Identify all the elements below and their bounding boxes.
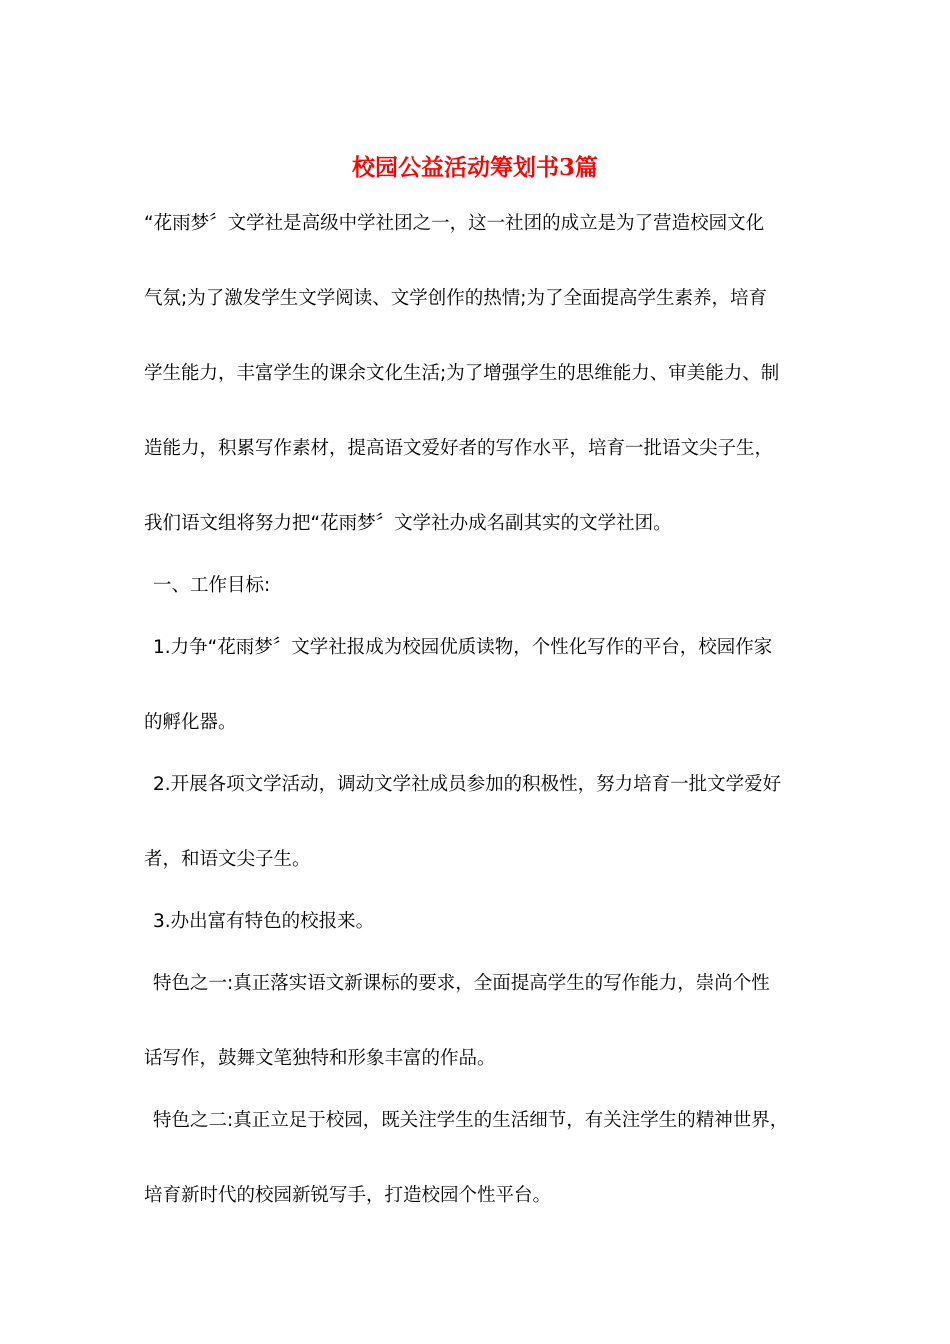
list-item-line: 1.力争“花雨梦〞文学社报成为校园优质读物，个性化写作的平台，校园作家: [153, 637, 773, 658]
list-item-line: 3.办出富有特色的校报来。: [153, 911, 375, 932]
section-heading: 一、工作目标:: [153, 575, 271, 596]
list-item-line: 2.开展各项文学活动，调动文学社成员参加的积极性，努力培育一批文学爱好: [153, 774, 782, 795]
feature-line: 特色之一:真正落实语文新课标的要求，全面提高学生的写作能力，崇尚个性: [153, 973, 770, 994]
feature-line: 特色之二:真正立足于校园，既关注学生的生活细节，有关注学生的精神世界，: [153, 1110, 789, 1131]
feature-line: 话写作，鼓舞文笔独特和形象丰富的作品。: [144, 1048, 496, 1069]
paragraph-line: 学生能力，丰富学生的课余文化生活;为了增强学生的思维能力、审美能力、制: [144, 363, 780, 384]
paragraph-line: 造能力，积累写作素材，提高语文爱好者的写作水平，培育一批语文尖子生，: [144, 438, 774, 459]
feature-line: 培育新时代的校园新锐写手，打造校园个性平台。: [144, 1185, 552, 1206]
paragraph-line: “花雨梦〞文学社是高级中学社团之一，这一社团的成立是为了营造校园文化: [144, 213, 765, 234]
list-item-line: 者，和语文尖子生。: [144, 849, 311, 870]
paragraph-line: 气氛;为了激发学生文学阅读、文学创作的热情;为了全面提高学生素养，培育: [144, 288, 767, 309]
document-title: 校园公益活动筹划书3篇: [351, 154, 598, 181]
paragraph-line: 我们语文组将努力把“花雨梦〞文学社办成名副其实的文学社团。: [144, 513, 672, 534]
list-item-line: 的孵化器。: [144, 712, 237, 733]
